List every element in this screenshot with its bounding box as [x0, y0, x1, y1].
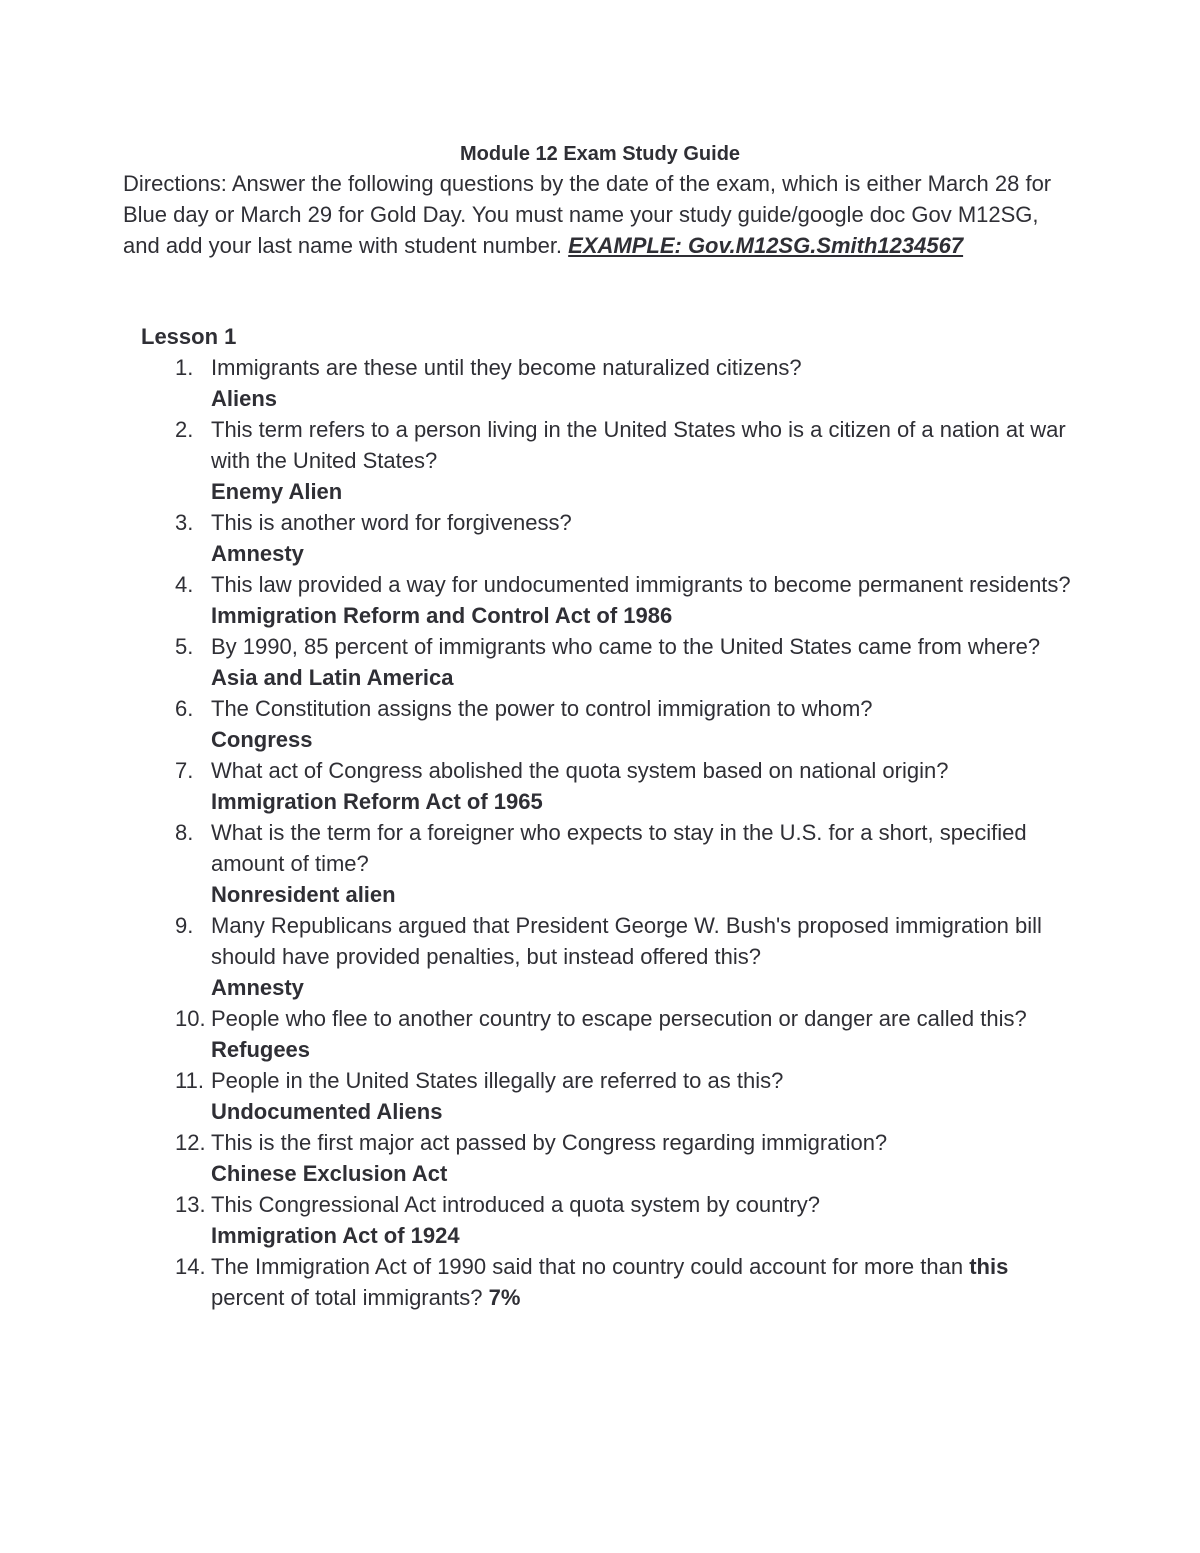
- question-text: The Constitution assigns the power to control immigration to whom?: [211, 696, 873, 721]
- question-item: [0, 414, 1200, 507]
- question-number: 3.: [175, 510, 194, 535]
- question-number: 5.: [175, 634, 194, 659]
- question-text: [211, 1251, 1071, 1313]
- answer-text: Congress: [211, 727, 313, 752]
- question-number: 12.: [175, 1130, 206, 1155]
- answer-text: Undocumented Aliens: [211, 1099, 443, 1124]
- question-item: [0, 1251, 1200, 1313]
- question-number: 11.: [175, 1068, 204, 1093]
- directions-text: Directions: Answer the following questions by the date of the exam, which is either March 28 for Blue day or March 29 for Gold Day. You must name your study guide/google doc Gov M12SG, and add your last name with student number.: [123, 171, 1052, 258]
- question-text-start: The Immigration Act of 1990 said that no country could account for more than: [211, 1254, 970, 1279]
- question-number: 13.: [175, 1192, 206, 1217]
- question-text: Many Republicans argued that President George W. Bush's proposed immigration bill should have provided penalties, but instead offered this?: [211, 913, 1042, 969]
- question-number: 4.: [175, 572, 194, 597]
- answer-text: Amnesty: [211, 541, 304, 566]
- question-text: This term refers to a person living in the United States who is a citizen of a nation at war with the United States?: [211, 417, 1066, 473]
- answer-text: Refugees: [211, 1037, 311, 1062]
- question-number: 6.: [175, 696, 194, 721]
- answer-text: Chinese Exclusion Act: [211, 1161, 448, 1186]
- question-item: [0, 693, 1200, 755]
- question-text: Immigrants are these until they become naturalized citizens?: [211, 355, 802, 380]
- question-item: [0, 755, 1200, 817]
- question-text: This Congressional Act introduced a quota system by country?: [211, 1192, 820, 1217]
- question-item: [0, 352, 1200, 414]
- page-title: Module 12 Exam Study Guide: [459, 143, 741, 165]
- question-number: 8.: [175, 820, 194, 845]
- question-text: This is the first major act passed by Congress regarding immigration?: [211, 1130, 888, 1155]
- answer-text: Amnesty: [211, 975, 304, 1000]
- example-filename: EXAMPLE: Gov.M12SG.Smith1234567: [568, 233, 964, 258]
- question-text: What is the term for a foreigner who expects to stay in the U.S. for a short, specified amount of time?: [211, 820, 1027, 876]
- question-text: This law provided a way for undocumented immigrants to become permanent residents?: [211, 572, 1071, 597]
- question-number: 9.: [175, 913, 194, 938]
- answer-text: Immigration Act of 1924: [211, 1223, 460, 1248]
- question-number: 1.: [175, 355, 194, 380]
- question-item: [0, 507, 1200, 569]
- answer-text: Aliens: [211, 386, 278, 411]
- question-text: By 1990, 85 percent of immigrants who came to the United States came from where?: [211, 634, 1041, 659]
- question-item: [0, 1189, 1200, 1251]
- question-item: [0, 817, 1200, 910]
- question-text: People in the United States illegally are referred to as this?: [211, 1068, 784, 1093]
- question-text: This is another word for forgiveness?: [211, 510, 572, 535]
- question-list: [0, 352, 1200, 1313]
- question-number: 2.: [175, 417, 194, 442]
- answer-text: Nonresident alien: [211, 882, 396, 907]
- question-item: [0, 1065, 1200, 1127]
- question-text-end: percent of total immigrants?: [211, 1285, 489, 1310]
- answer-text: Enemy Alien: [211, 479, 343, 504]
- question-emphasis: this: [969, 1254, 1009, 1279]
- question-number: 7.: [175, 758, 194, 783]
- answer-text: Immigration Reform and Control Act of 1986: [211, 603, 673, 628]
- question-text: What act of Congress abolished the quota system based on national origin?: [211, 758, 949, 783]
- answer-text: Asia and Latin America: [211, 665, 454, 690]
- lesson-heading: Lesson 1: [141, 324, 237, 349]
- question-text: People who flee to another country to escape persecution or danger are called this?: [211, 1006, 1027, 1031]
- directions-paragraph: [123, 168, 1068, 261]
- answer-text: 7%: [488, 1285, 521, 1310]
- question-number: 10.: [175, 1006, 206, 1031]
- question-item: [0, 631, 1200, 693]
- question-item: [0, 569, 1200, 631]
- question-item: [0, 1127, 1200, 1189]
- question-item: [0, 910, 1200, 1003]
- question-item: [0, 1003, 1200, 1065]
- question-number: 14.: [175, 1254, 206, 1279]
- answer-text: Immigration Reform Act of 1965: [211, 789, 543, 814]
